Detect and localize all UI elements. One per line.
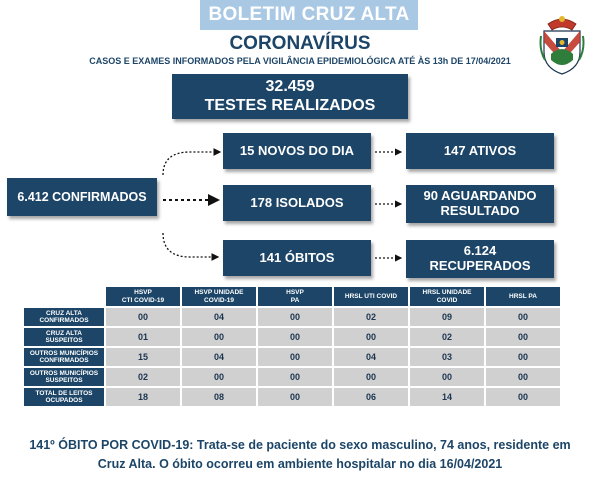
table-cell: 15 <box>106 348 180 366</box>
table-row <box>24 328 560 346</box>
row-label: OUTROS MUNICÍPIOS CONFIRMADOS <box>24 348 104 366</box>
source-note: CASOS E EXAMES INFORMADOS PELA VIGILÂNCIA EPIDEMIOLÓGICA ATÉ ÀS 13h DE 17/04/2021 <box>89 56 511 66</box>
bed-occupancy-table <box>22 285 562 408</box>
isolated-box: 178 ISOLADOS <box>223 185 371 221</box>
awaiting-box <box>406 185 554 223</box>
tests-box <box>172 74 408 119</box>
new-today-box: 15 NOVOS DO DIA <box>223 133 371 169</box>
table-cell: 00 <box>258 308 332 326</box>
table-cell: 00 <box>182 328 256 346</box>
active-box: 147 ATIVOS <box>406 133 554 169</box>
column-header: HSVP CTI COVID-19 <box>106 287 180 306</box>
recovered-line1: 6.124 <box>463 243 497 259</box>
column-header: HRSL PA <box>486 287 560 306</box>
row-label: OUTROS MUNICÍPIOS SUSPEITOS <box>24 368 104 386</box>
row-label: CRUZ ALTA SUSPEITOS <box>24 328 104 346</box>
table-cell: 00 <box>486 328 560 346</box>
table-cell: 00 <box>334 328 408 346</box>
table-cell: 00 <box>486 388 560 406</box>
table-cell: 04 <box>182 348 256 366</box>
awaiting-line2: RESULTADO <box>440 203 520 218</box>
column-header: HRSL UTI COVID <box>334 287 408 306</box>
recovered-line2: RECUPERADOS <box>429 258 531 273</box>
table-cell: 04 <box>334 348 408 366</box>
recovered-box <box>406 240 554 278</box>
table-cell: 18 <box>106 388 180 406</box>
awaiting-line1: 90 AGUARDANDO <box>423 188 537 204</box>
tests-label: TESTES REALIZADOS <box>204 96 376 114</box>
column-header: HSVP PA <box>258 287 332 306</box>
table-cell: 00 <box>258 348 332 366</box>
table-cell: 03 <box>410 348 484 366</box>
page-subtitle: CORONAVÍRUS <box>229 33 371 54</box>
table-cell: 00 <box>334 368 408 386</box>
table-cell: 02 <box>410 328 484 346</box>
confirmed-box: 6.412 CONFIRMADOS <box>7 178 157 216</box>
table-cell: 14 <box>410 388 484 406</box>
table-row <box>24 308 560 326</box>
table-cell: 01 <box>106 328 180 346</box>
death-note <box>0 436 600 475</box>
table-cell: 00 <box>486 348 560 366</box>
column-header: HRSL UNIDADE COVID <box>410 287 484 306</box>
death-note-line2: Cruz Alta. O óbito ocorreu em ambiente hospitalar no dia 16/04/2021 <box>97 457 503 472</box>
row-label: TOTAL DE LEITOS OCUPADOS <box>24 388 104 406</box>
table-row <box>24 388 560 406</box>
table-cell: 02 <box>334 308 408 326</box>
table-cell: 00 <box>486 308 560 326</box>
table-cell: 00 <box>182 368 256 386</box>
table-cell: 00 <box>410 368 484 386</box>
deaths-box: 141 ÓBITOS <box>223 240 371 276</box>
table-cell: 00 <box>258 328 332 346</box>
bulletin-title: BOLETIM CRUZ ALTA <box>200 0 418 30</box>
table-row <box>24 368 560 386</box>
table-corner <box>24 287 104 306</box>
table-cell: 00 <box>258 388 332 406</box>
tests-value: 32.459 <box>265 78 315 96</box>
row-label: CRUZ ALTA CONFIRMADOS <box>24 308 104 326</box>
table-header-row <box>24 287 560 306</box>
table-cell: 00 <box>258 368 332 386</box>
table-cell: 00 <box>106 308 180 326</box>
column-header: HSVP UNIDADE COVID-19 <box>182 287 256 306</box>
table-cell: 09 <box>410 308 484 326</box>
death-note-line1: 141º ÓBITO POR COVID-19: Trata-se de paciente do sexo masculino, 74 anos, residente em <box>29 438 571 452</box>
table-cell: 02 <box>106 368 180 386</box>
table-cell: 00 <box>486 368 560 386</box>
table-cell: 06 <box>334 388 408 406</box>
table-cell: 04 <box>182 308 256 326</box>
table-cell: 08 <box>182 388 256 406</box>
table-row <box>24 348 560 366</box>
